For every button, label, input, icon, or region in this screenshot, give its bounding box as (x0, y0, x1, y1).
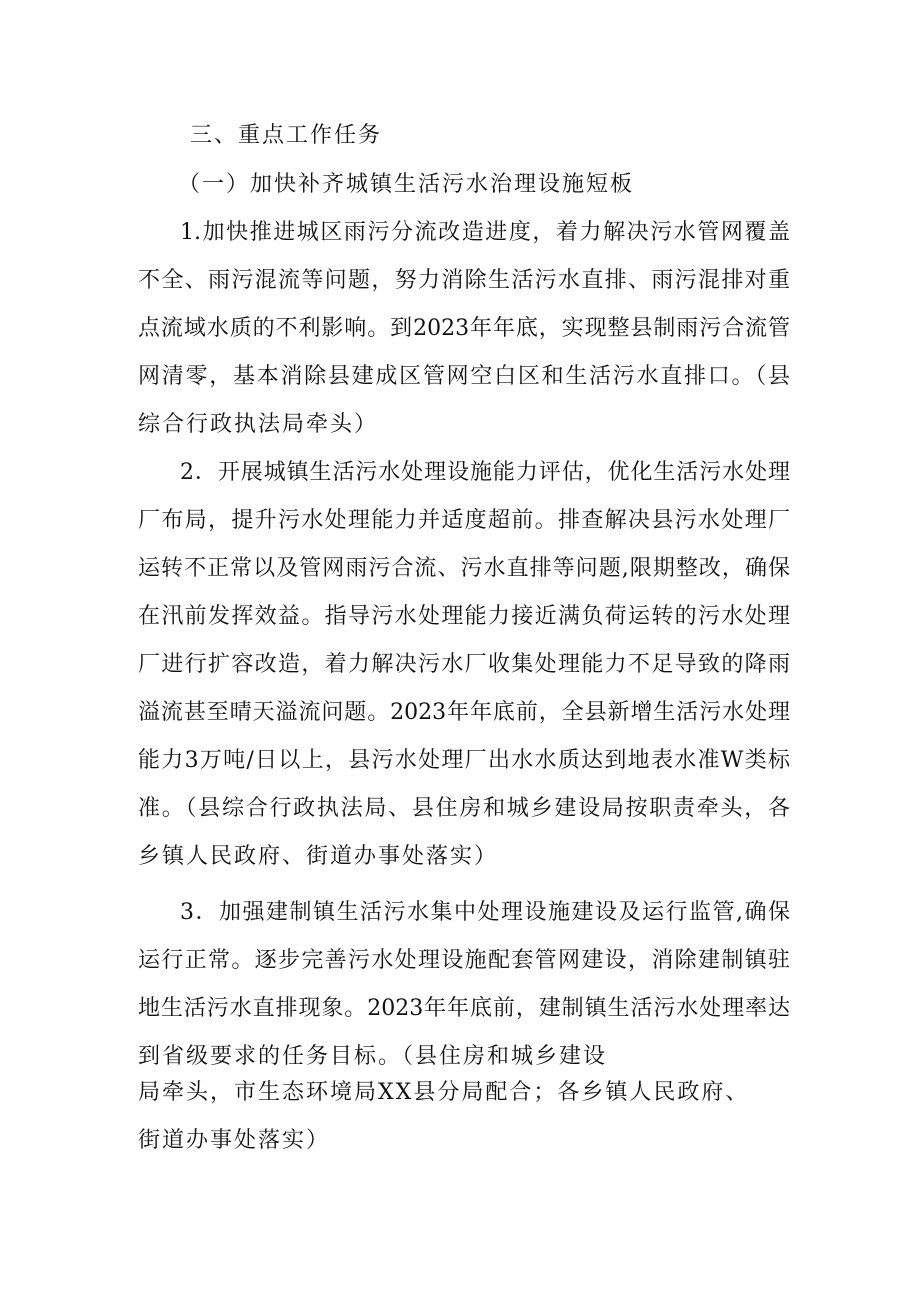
paragraph-3-line-1: 3．加强建制镇生活污水集中处理设施建设及运行监管,确保 (180, 900, 790, 925)
paragraph-2-line-8: 准。（县综合行政执法局、县住房和城乡建设局按职责牵头，各 (138, 796, 790, 821)
paragraph-1-line-5: 综合行政执法局牵头） (138, 412, 379, 437)
paragraph-2-line-6: 溢流甚至晴天溢流问题。2023年年底前，全县新增生活污水处理 (138, 700, 790, 725)
paragraph-3-line-6: 街道办事处落实） (138, 1128, 331, 1153)
section-heading: 三、重点工作任务 (190, 123, 383, 148)
paragraph-2-line-7: 能力3万吨/日以上，县污水处理厂出水水质达到地表水准W类标 (138, 748, 790, 773)
paragraph-2-line-2: 厂布局，提升污水处理能力并适度超前。排查解决县污水处理厂 (138, 508, 790, 533)
paragraph-1-line-1: 1.加快推进城区雨污分流改造进度，着力解决污水管网覆盖 (180, 220, 790, 245)
paragraph-3-line-4: 到省级要求的任务目标。（县住房和城乡建设 (138, 1044, 608, 1069)
paragraph-1-line-3: 点流域水质的不利影响。到2023年年底，实现整县制雨污合流管 (138, 316, 790, 341)
paragraph-1-line-4: 网清零，基本消除县建成区管网空白区和生活污水直排口。（县 (138, 364, 790, 389)
section-subheading: （一）加快补齐城镇生活污水治理设施短板 (178, 172, 635, 197)
paragraph-3-line-5: 局牵头，市生态环境局XX县分局配合；各乡镇人民政府、 (138, 1080, 750, 1105)
paragraph-2-line-9: 乡镇人民政府、街道办事处落实） (138, 844, 499, 869)
paragraph-3-line-3: 地生活污水直排现象。2023年年底前，建制镇生活污水处理率达 (138, 996, 790, 1021)
paragraph-2-line-5: 厂进行扩容改造，着力解决污水厂收集处理能力不足导致的降雨 (138, 652, 790, 677)
paragraph-2-line-4: 在汛前发挥效益。指导污水处理能力接近满负荷运转的污水处理 (138, 604, 790, 629)
paragraph-2-line-3: 运转不正常以及管网雨污合流、污水直排等问题,限期整改，确保 (138, 556, 790, 581)
paragraph-2-line-1: 2．开展城镇生活污水处理设施能力评估，优化生活污水处理 (180, 460, 790, 485)
paragraph-3-line-2: 运行正常。逐步完善污水处理设施配套管网建设，消除建制镇驻 (138, 948, 790, 973)
paragraph-1-line-2: 不全、雨污混流等问题，努力消除生活污水直排、雨污混排对重 (138, 268, 790, 293)
